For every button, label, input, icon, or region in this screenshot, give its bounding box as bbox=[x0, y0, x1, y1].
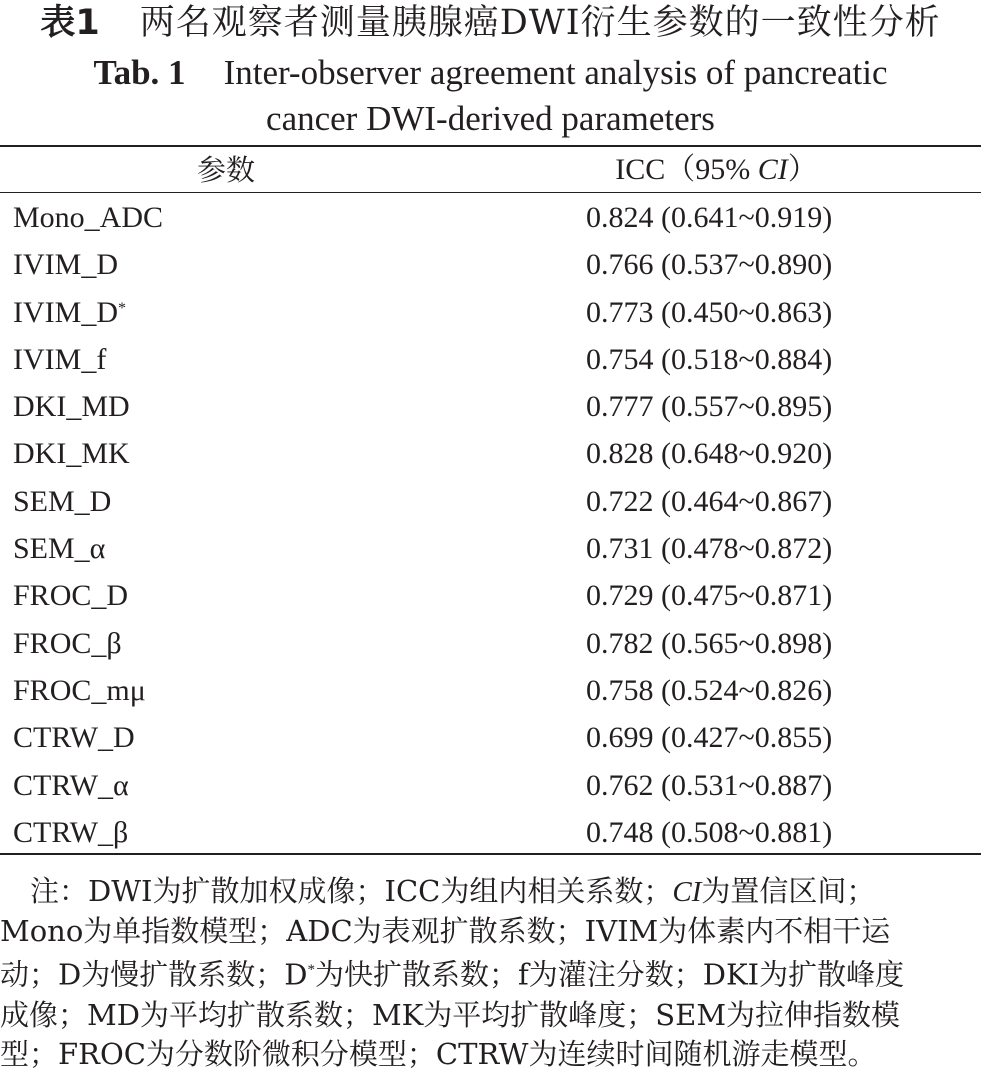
param-name: IVIM_f bbox=[13, 342, 107, 376]
table-row bbox=[0, 667, 981, 714]
footnote-line-3-b: 为快扩散系数；f为灌注分数；DKI为扩散峰度 bbox=[315, 957, 905, 992]
table-footnote bbox=[0, 872, 981, 1074]
param-superscript: * bbox=[118, 299, 126, 317]
param-name: Mono_ADC bbox=[13, 201, 164, 234]
table-label-chinese: 表1 bbox=[40, 3, 100, 43]
param-name-text: IVIM_D bbox=[13, 295, 118, 329]
header-icc bbox=[452, 148, 981, 192]
param-name: FROC_D bbox=[13, 579, 129, 613]
table-top-rule bbox=[0, 145, 981, 147]
icc-value: 0.758 (0.524~0.826) bbox=[586, 673, 833, 707]
table-row bbox=[0, 241, 981, 288]
param-name: SEM_α bbox=[13, 532, 106, 566]
footnote-line-3 bbox=[0, 951, 981, 996]
param-name: CTRW_D bbox=[13, 721, 135, 755]
param-name: SEM_D bbox=[13, 484, 112, 518]
table-row bbox=[0, 762, 981, 809]
param-name: FROC_β bbox=[13, 626, 122, 660]
table-row bbox=[0, 289, 981, 336]
footnote-line-1-b: 为置信区间； bbox=[701, 874, 876, 908]
icc-value: 0.748 (0.508~0.881) bbox=[586, 815, 833, 849]
param-name: DKI_MK bbox=[13, 437, 130, 471]
icc-value: 0.699 (0.427~0.855) bbox=[586, 721, 833, 755]
table-row bbox=[0, 430, 981, 477]
param-name: IVIM_D bbox=[13, 248, 118, 282]
header-param: 参数 bbox=[196, 153, 255, 187]
table-header-rule bbox=[0, 192, 981, 193]
icc-value: 0.824 (0.641~0.919) bbox=[586, 201, 833, 234]
icc-value: 0.754 (0.518~0.884) bbox=[586, 342, 833, 376]
footnote-line-5: 型；FROC为分数阶微积分模型；CTRW为连续时间随机游走模型。 bbox=[0, 1036, 877, 1071]
table-row bbox=[0, 336, 981, 383]
table-bottom-rule bbox=[0, 853, 981, 855]
param-name: CTRW_β bbox=[13, 815, 129, 849]
table-title-chinese-text: 两名观察者测量胰腺癌DWI衍生参数的一致性分析 bbox=[139, 3, 941, 43]
table-label-english: Tab. 1 bbox=[93, 53, 186, 92]
table-row bbox=[0, 572, 981, 619]
icc-value: 0.773 (0.450~0.863) bbox=[586, 295, 833, 329]
footnote-line-4: 成像；MD为平均扩散系数；MK为平均扩散峰度；SEM为拉伸指数模 bbox=[0, 997, 901, 1032]
table-row bbox=[0, 714, 981, 761]
table-title-english-line2: cancer DWI-derived parameters bbox=[266, 99, 715, 138]
param-name: DKI_MD bbox=[13, 390, 130, 424]
table-row bbox=[0, 809, 981, 856]
icc-value: 0.731 (0.478~0.872) bbox=[586, 532, 833, 566]
header-icc-ci: CI bbox=[757, 153, 788, 186]
table-title-english-text-1: Inter-observer agreement analysis of pancreatic bbox=[223, 53, 888, 92]
table-row bbox=[0, 620, 981, 667]
table-row bbox=[0, 478, 981, 525]
icc-value: 0.782 (0.565~0.898) bbox=[586, 626, 833, 660]
table-title-chinese bbox=[0, 0, 981, 50]
footnote-line-1 bbox=[0, 872, 981, 912]
icc-value: 0.777 (0.557~0.895) bbox=[586, 390, 833, 424]
footnote-ci: CI bbox=[672, 876, 702, 908]
icc-value: 0.766 (0.537~0.890) bbox=[586, 248, 833, 282]
param-name bbox=[13, 293, 126, 333]
icc-value: 0.762 (0.531~0.887) bbox=[586, 768, 833, 802]
param-name: CTRW_α bbox=[13, 768, 129, 802]
param-name: FROC_mμ bbox=[13, 673, 146, 707]
footnote-superscript: * bbox=[307, 962, 316, 978]
icc-value: 0.729 (0.475~0.871) bbox=[586, 579, 833, 613]
icc-value: 0.828 (0.648~0.920) bbox=[586, 437, 833, 471]
icc-value: 0.722 (0.464~0.867) bbox=[586, 484, 833, 518]
footnote-line-2: Mono为单指数模型；ADC为表观扩散系数；IVIM为体素内不相干运 bbox=[0, 914, 891, 948]
table-row bbox=[0, 383, 981, 430]
footnote-line-1-a: 注：DWI为扩散加权成像；ICC为组内相关系数； bbox=[30, 874, 673, 908]
table-title-english-line1 bbox=[0, 50, 981, 96]
table-row bbox=[0, 194, 981, 241]
table-body bbox=[0, 194, 981, 856]
header-icc-prefix: ICC（95% bbox=[615, 153, 758, 186]
table-row bbox=[0, 525, 981, 572]
header-icc-suffix: ） bbox=[787, 153, 818, 186]
footnote-line-3-a: 动；D为慢扩散系数；D bbox=[0, 957, 308, 992]
